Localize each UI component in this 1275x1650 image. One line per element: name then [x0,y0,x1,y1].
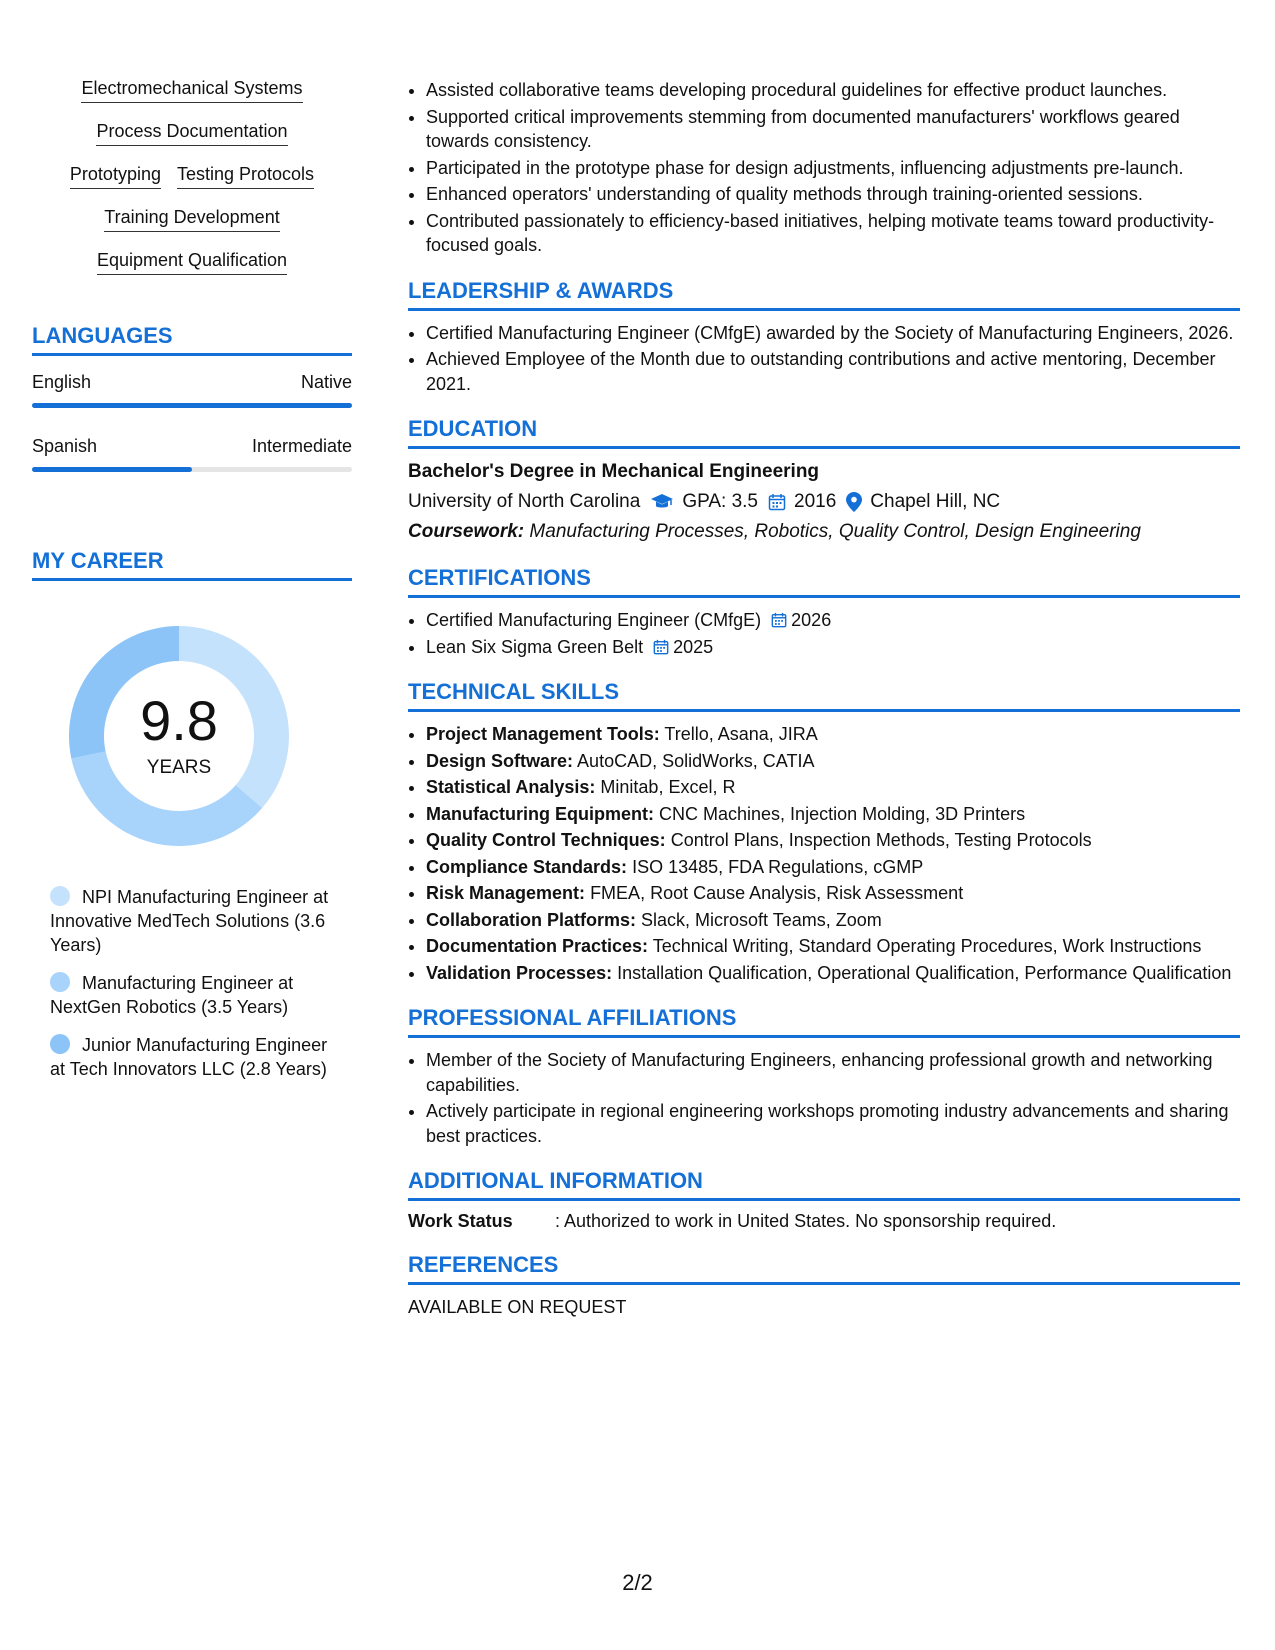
career-legend-item [50,1033,340,1081]
location-pin-icon [846,492,862,512]
language-level: Intermediate [251,436,352,456]
skill-value: AutoCAD, SolidWorks, CATIA [577,750,815,771]
technical-skills-section [408,679,1240,985]
education-school: University of North Carolina [408,491,641,512]
calendar-icon [771,612,787,628]
language-name: Spanish [32,436,98,456]
skill-label: Project Management Tools: [426,724,660,744]
technical-skill-item [426,775,1240,800]
language-item [32,436,352,472]
right-column [408,78,1240,1318]
language-bar-fill [32,403,352,408]
languages-title: LANGUAGES [32,323,352,356]
award-item: • Achieved Employee of the Month due to outstanding contributions and active mentoring, December 2021. [426,347,1240,396]
education-year: 2016 [794,491,837,512]
career-section [32,548,352,1081]
skill-value: Trello, Asana, JIRA [664,724,818,744]
language-level: Native [300,372,352,392]
certification-name: Certified Manufacturing Engineer (CMfgE) [426,610,762,630]
skill-row [32,250,352,275]
education-coursework [408,521,1240,543]
career-legend-item [50,971,340,1019]
certifications-section [408,565,1240,659]
technical-skill-item [426,855,1240,880]
certification-item [426,608,1240,633]
awards-title: LEADERSHIP & AWARDS [408,278,1240,311]
language-name: English [32,372,92,392]
skill-label: Validation Processes: [426,962,613,983]
experience-bullet: • Assisted collaborative teams developing procedural guidelines for effective product launches. [426,78,1240,103]
skill-label: Manufacturing Equipment: [426,803,654,824]
work-status-key: Work Status [408,1211,513,1231]
career-legend-item [50,885,340,957]
coursework-label: Coursework: [408,521,525,542]
skill-value: Slack, Microsoft Teams, Zoom [641,909,882,930]
language-bar-fill [32,467,192,472]
calendar-icon [653,639,669,655]
legend-dot-icon [50,1034,70,1054]
page-number: 2/2 [622,1570,653,1595]
language-item [32,372,352,408]
skill-value: ISO 13485, FDA Regulations, cGMP [632,856,924,877]
references-title: REFERENCES [408,1252,1240,1285]
certification-name: Lean Six Sigma Green Belt [426,636,644,657]
skill-row [32,121,352,146]
skill-value: FMEA, Root Cause Analysis, Risk Assessment [590,883,964,903]
language-bar [32,467,352,472]
skills-tags [32,78,352,275]
skill-tag: Training Development [104,207,279,232]
skill-label: Documentation Practices: [426,936,649,956]
skill-row [32,207,352,232]
skill-tag: Prototyping [70,164,161,189]
education-location: Chapel Hill, NC [870,491,1001,512]
technical-skill-item [426,961,1240,986]
experience-bullet: • Enhanced operators' understanding of quality methods through training-oriented sessions. [426,182,1240,207]
technical-skill-item [426,934,1240,959]
skill-tag: Equipment Qualification [97,250,287,275]
career-legend-label: Manufacturing Engineer at NextGen Robotics (3.5 Years) [50,973,294,1017]
technical-skill-item [426,828,1240,853]
calendar-icon [768,493,786,511]
education-degree: Bachelor's Degree in Mechanical Engineering [408,461,820,482]
work-status-value: : Authorized to work in United States. No sponsorship required. [555,1211,1057,1231]
languages-section [32,323,352,472]
affiliation-item: • Member of the Society of Manufacturing Engineers, enhancing professional growth and networking capabilities. [426,1048,1240,1097]
skill-row [32,164,352,189]
skill-value: Control Plans, Inspection Methods, Testing Protocols [670,830,1092,850]
skill-tag: Electromechanical Systems [81,78,302,103]
career-legend [32,885,340,1081]
skill-value: Installation Qualification, Operational Qualification, Performance Qualification [617,962,1232,983]
technical-skills-title: TECHNICAL SKILLS [408,679,1240,712]
education-gpa: GPA: 3.5 [682,491,758,512]
experience-bullet: • Supported critical improvements stemming from documented manufacturers' workflows geared towards consistency. [426,105,1240,154]
additional-title: ADDITIONAL INFORMATION [408,1168,1240,1201]
experience-bullets [408,78,1240,258]
technical-skill-item [426,749,1240,774]
certification-item [426,635,1240,660]
references-text: AVAILABLE ON REQUEST [408,1297,627,1317]
certification-year: 2025 [673,636,714,657]
skill-value: Minitab, Excel, R [600,777,736,797]
references-section [408,1252,1240,1318]
certification-year: 2026 [791,610,832,630]
coursework-text: Manufacturing Processes, Robotics, Quality Control, Design Engineering [529,521,1141,542]
language-bar [32,403,352,408]
skill-label: Quality Control Techniques: [426,830,666,850]
affiliation-item: • Actively participate in regional engineering workshops promoting industry advancements and sharing best practices. [426,1099,1240,1148]
legend-dot-icon [50,886,70,906]
skill-label: Statistical Analysis: [426,777,596,797]
skill-row [32,78,352,103]
skill-value: CNC Machines, Injection Molding, 3D Printers [659,803,1026,824]
skill-label: Collaboration Platforms: [426,909,637,930]
work-status-row [408,1211,1240,1232]
technical-skill-item [426,802,1240,827]
affiliations-title: PROFESSIONAL AFFILIATIONS [408,1005,1240,1038]
education-title: EDUCATION [408,416,1240,449]
skill-tag: Process Documentation [96,121,287,146]
technical-skill-item [426,881,1240,906]
career-legend-label: Junior Manufacturing Engineer at Tech Innovators LLC (2.8 Years) [50,1035,328,1079]
experience-bullet: • Participated in the prototype phase for design adjustments, influencing adjustments pre-launch. [426,156,1240,181]
award-item: • Certified Manufacturing Engineer (CMfgE) awarded by the Society of Manufacturing Engineers, 2026. [426,321,1240,346]
technical-skill-item [426,722,1240,747]
graduation-cap-icon [650,493,674,511]
career-legend-label: NPI Manufacturing Engineer at Innovative MedTech Solutions (3.6 Years) [50,887,329,955]
affiliations-section [408,1005,1240,1148]
career-unit: YEARS [146,757,212,778]
skill-label: Design Software: [426,750,574,771]
career-donut [64,621,294,851]
additional-section [408,1168,1240,1232]
awards-section [408,278,1240,397]
skill-label: Risk Management: [426,883,586,903]
career-total: 9.8 [140,689,218,752]
skill-value: Technical Writing, Standard Operating Procedures, Work Instructions [652,936,1202,956]
experience-bullet: • Contributed passionately to efficiency-based initiatives, helping motivate teams toward productivity-focused goals. [426,209,1240,258]
education-section [408,416,1240,543]
certifications-title: CERTIFICATIONS [408,565,1240,598]
legend-dot-icon [50,972,70,992]
education-details [408,491,1240,513]
skill-label: Compliance Standards: [426,856,628,877]
left-column [32,78,352,1095]
skill-tag: Testing Protocols [177,164,314,189]
technical-skill-item [426,908,1240,933]
career-title: MY CAREER [32,548,352,581]
